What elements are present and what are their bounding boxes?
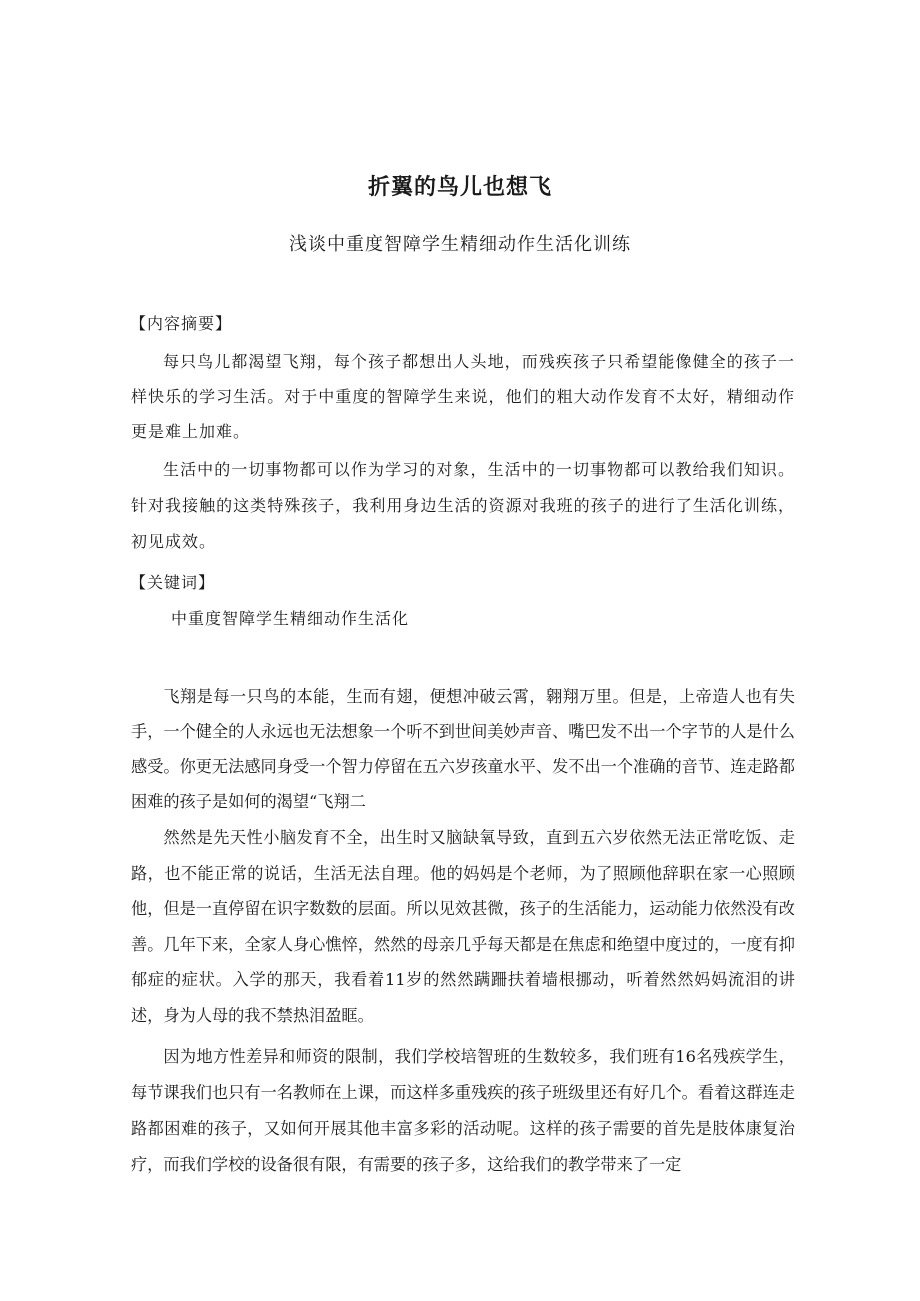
abstract-paragraph: 每只鸟儿都渴望飞翔，每个孩子都想出人头地，而残疾孩子只希望能像健全的孩子一样快乐的学习生活。对于中重度的智障学生来说，他们的粗大动作发育不太好，精细动作更是难上加难。 bbox=[131, 352, 795, 441]
keywords-label: 【关键词】 bbox=[130, 573, 216, 592]
keywords-text: 中重度智障学生精细动作生活化 bbox=[171, 609, 410, 628]
body-paragraph: 飞翔是每一只鸟的本能，生而有翅，便想冲破云霄，翱翔万里。但是，上帝造人也有失手，一个健全的人永远也无法想象一个听不到世间美妙声音、嘴巴发不出一个字节的人是什么感受。你更无法感同身受一个智力停留在五六岁孩童水平、发不出一个准确的音节、连走路都困难的孩子是如何的渴望“飞翔二 bbox=[131, 687, 795, 811]
document-title: 折翼的鸟儿也想飞 bbox=[367, 175, 552, 200]
document-subtitle: 浅谈中重度智障学生精细动作生活化训练 bbox=[289, 234, 631, 255]
body-paragraph: 然然是先天性小脑发育不全，出生时又脑缺氧导致，直到五六岁依然无法正常吃饭、走路，也不能正常的说话，生活无法自理。他的妈妈是个老师，为了照顾他辞职在家一心照顾他，但是一直停留在识字数数的层面。所以见效甚微，孩子的生活能力，运动能力依然没有改善。几年下来，全家人身心憔悴，然然的母亲几乎每天都是在焦虑和绝望中度过的，一度有抑郁症的症状。入学的那天，我看着11岁的然然蹒跚扶着墙根挪动，听着然然妈妈流泪的讲述，身为人母的我不禁热泪盈眶。 bbox=[131, 828, 795, 1025]
abstract-label: 【内容摘要】 bbox=[130, 314, 233, 333]
body-paragraph: 因为地方性差异和师资的限制，我们学校培智班的生数较多，我们班有16名残疾学生，每节课我们也只有一名教师在上课，而这样多重残疾的孩子班级里还有好几个。看着这群连走路都困难的孩子，又如何开展其他丰富多彩的活动呢。这样的孩子需要的首先是肢体康复治疗，而我们学校的设备很有限，有需要的孩子多，这给我们的教学带来了一定 bbox=[131, 1047, 795, 1174]
abstract-paragraph: 生活中的一切事物都可以作为学习的对象，生活中的一切事物都可以教给我们知识。针对我接触的这类特殊孩子，我利用身边生活的资源对我班的孩子的进行了生活化训练，初见成效。 bbox=[131, 460, 795, 551]
